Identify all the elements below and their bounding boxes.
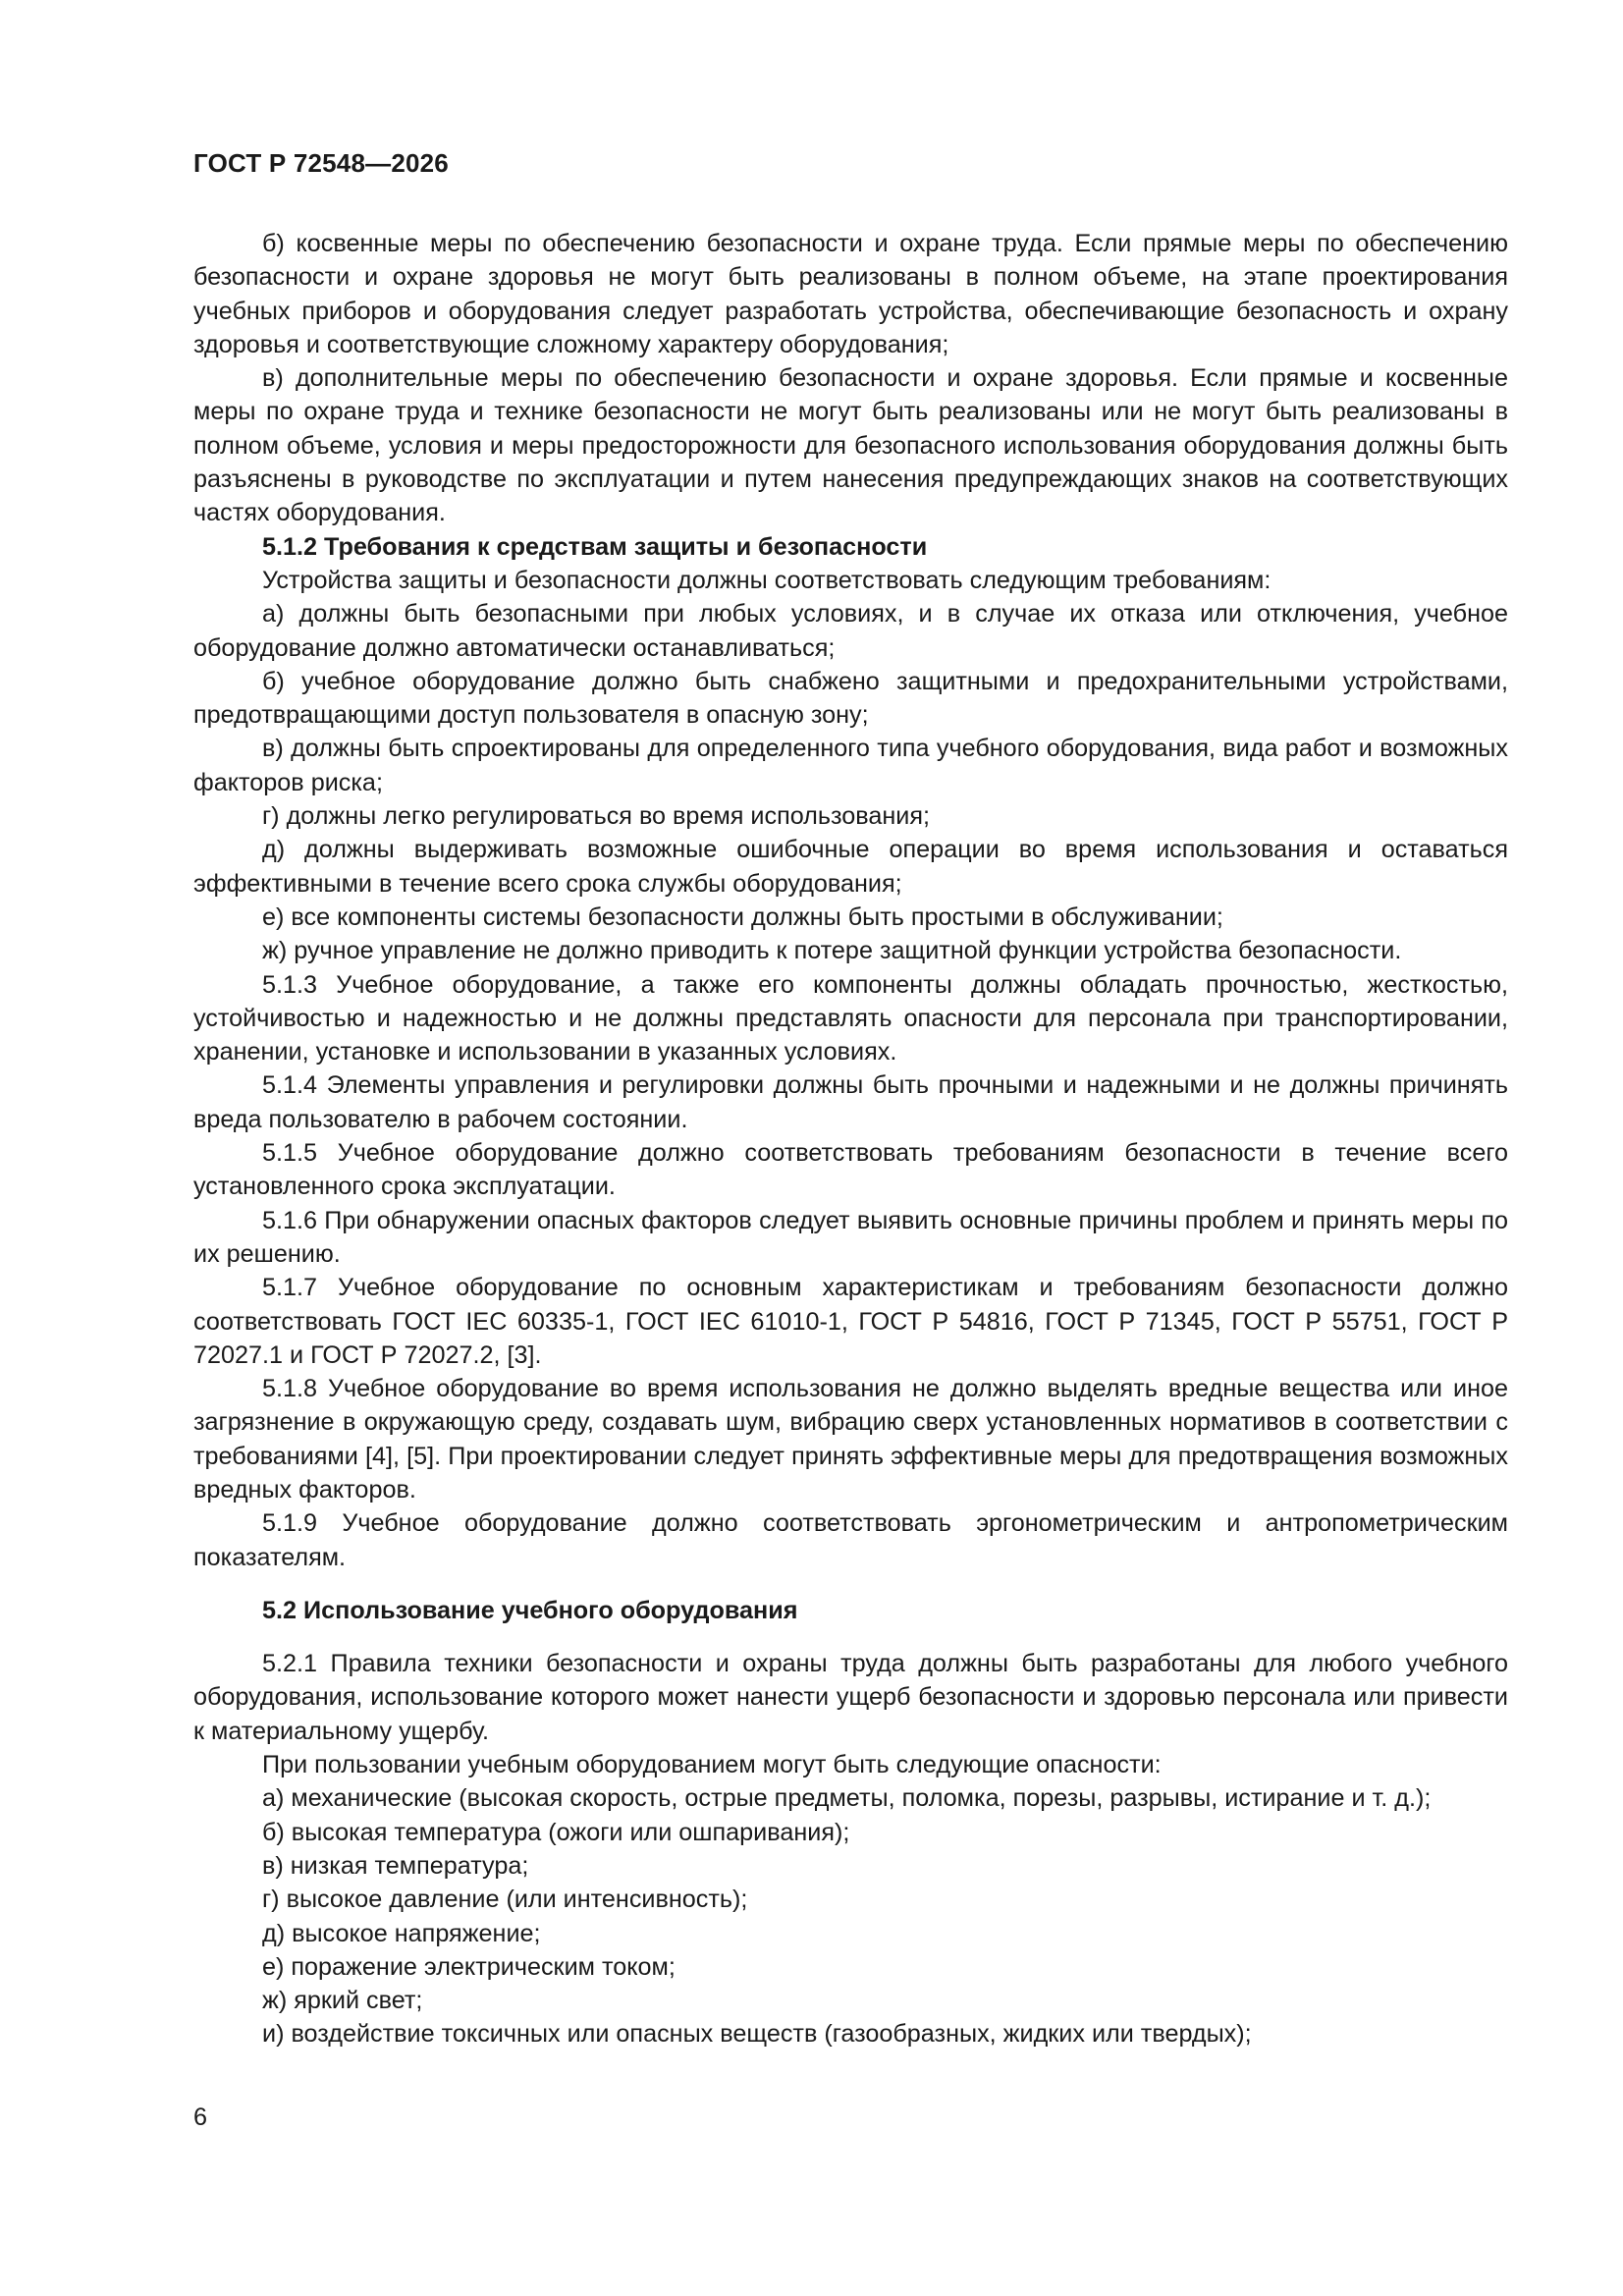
subsection-heading: 5.1.2 Требования к средствам защиты и безопасности <box>262 532 928 561</box>
list-item: в) низкая температура; <box>262 1851 529 1880</box>
list-item: ж) яркий свет; <box>262 1987 423 2015</box>
list-item: а) должны быть безопасными при любых условиях, и в случае их отказа или отключения, учебное оборудование должно автоматически останавливаться; <box>193 600 1508 662</box>
list-item: е) поражение электрическим током; <box>262 1952 676 1981</box>
list-item: д) высокое напряжение; <box>262 1919 541 1947</box>
paragraph: При пользовании учебным оборудованием могут быть следующие опасности: <box>262 1751 1162 1779</box>
list-item: ж) ручное управление не должно приводить к потере защитной функции устройства безопасности. <box>262 937 1402 965</box>
paragraph: 5.1.9 Учебное оборудование должно соответствовать эргонометрическим и антропометрическим показателям. <box>193 1509 1508 1571</box>
paragraph: 5.1.7 Учебное оборудование по основным характеристикам и требованиям безопасности должно соответствовать ГОСТ IEC 60335-1, ГОСТ IEC 61010-1, ГОСТ Р 54816, ГОСТ Р 71345, ГОСТ Р 55751, ГОСТ Р 72027.1 и ГОСТ Р 72027.2, [3]. <box>193 1274 1508 1369</box>
list-item: в) должны быть спроектированы для определенного типа учебного оборудования, вида работ и возможных факторов риска; <box>193 735 1508 796</box>
list-item: е) все компоненты системы безопасности должны быть простыми в обслуживании; <box>262 902 1223 931</box>
paragraph: 5.1.5 Учебное оборудование должно соответствовать требованиям безопасности в течение всего установленного срока эксплуатации. <box>193 1139 1508 1201</box>
paragraph: 5.1.4 Элементы управления и регулировки должны быть прочными и надежными и не должны причинять вреда пользователю в рабочем состоянии. <box>193 1071 1508 1133</box>
page-content <box>193 227 1508 2051</box>
list-item: и) воздействие токсичных или опасных веществ (газообразных, жидких или твердых); <box>262 2020 1252 2049</box>
paragraph: 5.1.8 Учебное оборудование во время использования не должно выделять вредные вещества или иное загрязнение в окружающую среду, создавать шум, вибрацию сверх установленных нормативов в соответствии с требованиями [4], [5]. При проектировании следует принять эффективные меры для предотвращения возможных вредных факторов. <box>193 1375 1508 1503</box>
paragraph: б) косвенные меры по обеспечению безопасности и охране труда. Если прямые меры по обеспечению безопасности и охране здоровья не могут быть реализованы в полном объеме, на этапе проектирования учебных приборов и оборудования следует разработать устройства, обеспечивающие безопасность и охрану здоровья и соответствующие сложному характеру оборудования; <box>193 230 1508 358</box>
paragraph: 5.1.3 Учебное оборудование, а также его компоненты должны обладать прочностью, жесткостью, устойчивостью и надежностью и не должны представлять опасности для персонала при транспортировании, хранении, установке и использовании в указанных условиях. <box>193 970 1508 1066</box>
paragraph: Устройства защиты и безопасности должны соответствовать следующим требованиям: <box>262 566 1271 594</box>
paragraph: 5.1.6 При обнаружении опасных факторов следует выявить основные причины проблем и принять меры по их решению. <box>193 1206 1508 1268</box>
section-heading: 5.2 Использование учебного оборудования <box>262 1596 798 1624</box>
list-item: д) должны выдерживать возможные ошибочные операции во время использования и оставаться эффективными в течение всего срока службы оборудования; <box>193 836 1508 898</box>
paragraph: 5.2.1 Правила техники безопасности и охраны труда должны быть разработаны для любого учебного оборудования, использование которого может нанести ущерб безопасности и здоровью персонала или привести к материальному ущербу. <box>193 1650 1508 1745</box>
list-item: а) механические (высокая скорость, острые предметы, поломка, порезы, разрывы, истирание и т. д.); <box>262 1784 1432 1813</box>
list-item: г) высокое давление (или интенсивность); <box>262 1886 748 1914</box>
paragraph: в) дополнительные меры по обеспечению безопасности и охране здоровья. Если прямые и косвенные меры по охране труда и технике безопасности не могут быть реализованы или не могут быть реализованы в полном объеме, условия и меры предосторожности для безопасного использования оборудования должны быть разъяснены в руководстве по эксплуатации и путем нанесения предупреждающих знаков на соответствующих частях оборудования. <box>193 364 1508 527</box>
list-item: г) должны легко регулироваться во время использования; <box>262 802 930 831</box>
document-header: ГОСТ Р 72548—2026 <box>193 148 449 178</box>
list-item: б) учебное оборудование должно быть снабжено защитными и предохранительными устройствами, предотвращающими доступ пользователя в опасную зону; <box>193 667 1508 730</box>
list-item: б) высокая температура (ожоги или ошпаривания); <box>262 1818 850 1846</box>
page-number: 6 <box>193 2104 208 2131</box>
